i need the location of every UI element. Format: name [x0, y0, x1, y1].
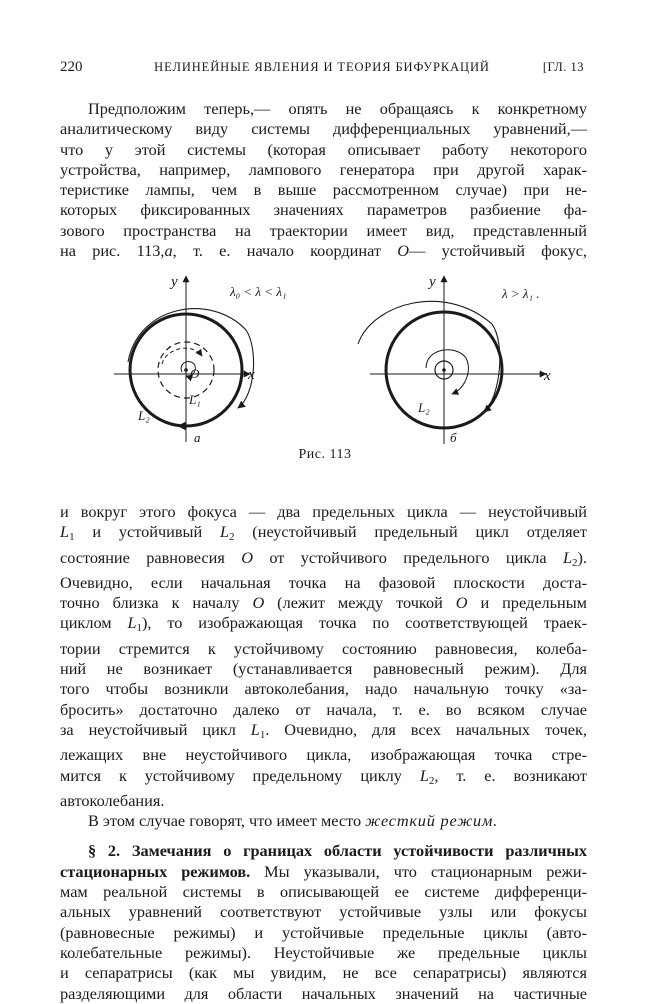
subscript: 2: [229, 531, 235, 544]
subscript: 1: [136, 622, 143, 635]
text-run: . Очевидно, для всех начальных точек,: [265, 719, 587, 739]
math-symbol: а: [164, 241, 173, 261]
text-run: и устойчивый: [74, 522, 220, 542]
text-run: ).: [577, 547, 587, 567]
text-run: от устойчивого предельного цикла: [252, 547, 563, 567]
outer-trajectory: [358, 301, 500, 412]
text-line: (равновесные режимы) и устойчивые предельные циклы (авто-: [60, 922, 587, 942]
text-line: [60, 593, 587, 613]
emphasized-term: жесткий режим.: [365, 811, 499, 831]
text-run: — устойчивый фокус,: [409, 241, 588, 261]
text-line: [60, 720, 587, 745]
text-line: [60, 613, 587, 638]
text-run: мится к устойчивому предельному циклу: [60, 765, 420, 785]
inner-trajectory: [426, 350, 468, 394]
cycle-L1-label: L₁: [189, 392, 201, 407]
text-line: зового пространства на траектории имеет вид, представленный: [60, 220, 587, 240]
figure-113: [100, 262, 570, 462]
panel-a-label: а: [194, 430, 201, 445]
text-line: аналитическому виду системы дифференциальных уравнений,—: [60, 119, 587, 139]
text-run: , т. е. начало координат: [172, 241, 382, 261]
panel-b-label: б: [450, 430, 457, 445]
text-line: и вокруг этого фокуса — два предельных цикла — неустойчивый: [60, 502, 587, 521]
section-heading-cont: стационарных режимов.: [60, 861, 251, 881]
math-symbol: O: [455, 593, 468, 613]
text-line: которых фиксированных значениях параметров разбиение фа-: [60, 200, 587, 220]
math-symbol: L: [250, 719, 260, 739]
text-line: [60, 522, 587, 547]
math-symbol: L: [419, 765, 429, 785]
running-title: НЕЛИНЕЙНЫЕ ЯВЛЕНИЯ И ТЕОРИЯ БИФУРКАЦИЙ: [154, 60, 490, 74]
text-line: Очевидно, если начальная точка на фазовой плоскости доста-: [60, 572, 587, 592]
chapter-reference: [ГЛ. 13: [542, 60, 584, 74]
text-run: (лежит между точкой: [264, 593, 456, 613]
text-line: [60, 811, 587, 831]
text-line: [60, 548, 587, 573]
panel-b: [358, 276, 546, 444]
math-symbol: L: [562, 547, 572, 567]
panel-a: [114, 276, 254, 442]
x-axis-label: x: [248, 367, 255, 383]
text-line: альных уравнений соответствуют устойчивые узлы или фокусы: [60, 902, 587, 922]
subscript: 1: [259, 728, 266, 741]
text-line: [60, 241, 587, 261]
text-line: устройства, например, лампового генератора при другой харак-: [60, 159, 587, 179]
y-axis-label: y: [171, 274, 178, 290]
running-header: [60, 59, 584, 79]
text-run: В этом случае говорят, что имеет место: [88, 811, 366, 831]
text-run: за неустойчивый цикл: [60, 719, 251, 739]
cycle-L2-label: L₂: [418, 400, 430, 415]
parameter-range-label: λ₀ < λ < λ₁: [230, 284, 287, 299]
math-symbol: L: [219, 522, 230, 542]
text-run: ), то изображающая точка по соответствующей траек-: [142, 613, 587, 633]
cycle-L2-label: L₂: [138, 408, 150, 423]
math-symbol: L: [127, 613, 137, 633]
text-line: [60, 766, 587, 791]
text-line: бросить» достаточно далеко от начала, т. е. во всяком случае: [60, 699, 587, 719]
text-line: что у этой системы (которая описывает работу некоторого: [60, 139, 587, 159]
text-run: состояние равновесия: [60, 547, 242, 567]
x-axis-label: x: [544, 368, 551, 384]
text-line: тории стремится к устойчивому состоянию равновесия, колеба-: [60, 638, 587, 658]
origin-label: O: [190, 366, 200, 381]
dashed-trajectory: [162, 348, 202, 364]
text-run: и предельным: [467, 593, 587, 613]
subscript: 2: [572, 556, 578, 569]
text-run: (неустойчивый предельный цикл отделяет: [234, 522, 587, 542]
text-run: , т. е. возникают: [434, 765, 587, 785]
text-line: [60, 862, 587, 882]
text-line: мам реальной системы в описывающей ее системе дифференци-: [60, 882, 587, 902]
paragraph-intro: [60, 99, 587, 261]
text-line: разделяющими для области начальных значений на частичные: [60, 983, 587, 1003]
subscript: 2: [428, 774, 435, 787]
body-text: [60, 502, 587, 1004]
origin-point: [442, 368, 446, 372]
figure-caption: Рис. 113: [298, 447, 352, 462]
text-line: ний не возникает (устанавливается равновесный режим). Для: [60, 659, 587, 679]
math-symbol: O: [241, 547, 253, 567]
phase-portrait-diagram: [100, 262, 570, 462]
math-symbol: L: [60, 522, 70, 542]
text-line: автоколебания.: [60, 790, 165, 810]
text-line: и сепаратрисы (как мы увидим, не все сепаратрисы) являются: [60, 963, 587, 983]
text-run: точно близка к началу: [60, 593, 253, 613]
section-heading: § 2. Замечания о границах области устойчивости различных: [88, 841, 587, 861]
focus-point-O: [184, 368, 188, 372]
y-axis-label: y: [429, 274, 436, 290]
text-run: на рис. 113,: [60, 241, 165, 261]
math-symbol: O: [397, 241, 410, 261]
text-line: теристике лампы, чем в выше рассмотренном случае) при не-: [60, 180, 587, 200]
text-line: колебательные режимы). Неустойчивые же предельные циклы: [60, 942, 587, 962]
text-line: лежащих вне неустойчивого цикла, изображающая точка стре-: [60, 745, 587, 765]
text-line: того чтобы возникли автоколебания, надо начальную точку «за-: [60, 679, 587, 699]
parameter-range-label: λ > λ₁ .: [502, 286, 540, 301]
math-symbol: O: [252, 593, 265, 613]
text-line: Предположим теперь,— опять не обращаясь к конкретному: [88, 99, 587, 118]
subscript: 1: [69, 531, 75, 544]
text-run: циклом: [60, 613, 128, 633]
text-run: Мы указывали, что стационарным режи-: [250, 861, 587, 881]
page-number: 220: [60, 59, 83, 75]
